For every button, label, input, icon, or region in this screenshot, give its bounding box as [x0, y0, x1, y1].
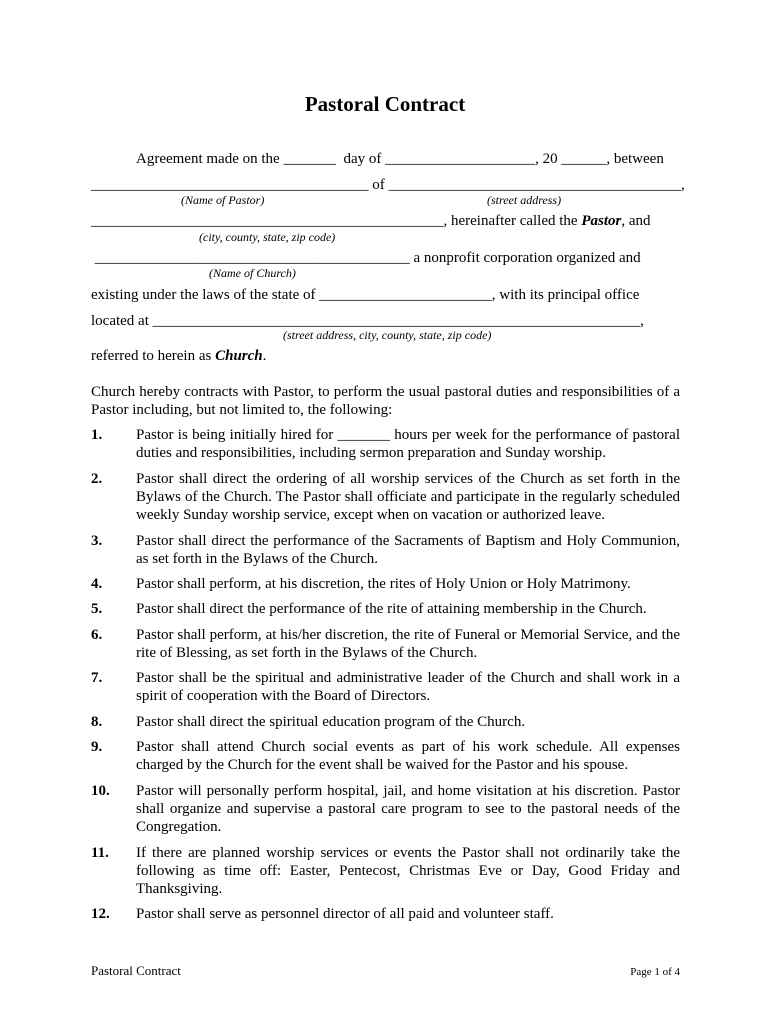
intro-line-state: existing under the laws of the state of _______________________, with its principal office: [91, 287, 640, 303]
footer-document-name: Pastoral Contract: [91, 963, 181, 978]
caption-city-county: (city, county, state, zip code): [199, 230, 336, 244]
list-item-text: Pastor shall direct the ordering of all worship services of the Church as set forth in the Bylaws of the Church. The Pastor shall officiate and participate in the regularly scheduled weekly Sunday worship service, except when on vacation or authorized leave.: [136, 471, 680, 523]
intro-line-agreement: Agreement made on the _______ day of ____________________, 20 ______, between: [136, 151, 664, 167]
list-item-text: Pastor shall direct the performance of the rite of attaining membership in the Church.: [136, 601, 647, 617]
referred-start: referred to herein as: [91, 348, 216, 364]
caption-name-of-church: (Name of Church): [209, 266, 296, 280]
contract-body-paragraph: Church hereby contracts with Pastor, to perform the usual pastoral duties and responsibilities of a Pastor including, but not limited to, the following:: [91, 384, 680, 418]
list-item-text: Pastor shall attend Church social events as part of his work schedule. All expenses charged by the Church for the event shall be waived for the Pastor and his spouse.: [136, 739, 680, 773]
church-term: Church: [215, 348, 263, 364]
intro-line-pastor-address: _____________________________________ of _______________________________________,: [91, 177, 685, 193]
caption-full-address: (street address, city, county, state, zip code): [283, 328, 492, 342]
list-item-number: 9.: [91, 739, 103, 755]
list-item-number: 8.: [91, 714, 103, 730]
caption-street-address: (street address): [487, 193, 562, 207]
list-item-number: 4.: [91, 576, 103, 592]
pastor-term: Pastor: [581, 213, 622, 229]
list-item-text: Pastor is being initially hired for _______ hours per week for the performance of pastoral duties and responsibilities, including sermon preparation and Sunday worship.: [136, 427, 680, 461]
document-title: Pastoral Contract: [304, 92, 466, 116]
list-item-text: If there are planned worship services or events the Pastor shall not ordinarily take the following as time off: Easter, Pentecost, Christmas Eve or Day, Good Friday and Thanksgiving.: [136, 845, 680, 897]
footer-page-number: Page 1 of 4: [630, 966, 680, 978]
city-line-end: , and: [621, 213, 651, 229]
list-item-text: Pastor shall perform, at his/her discretion, the rite of Funeral or Memorial Service, and the rite of Blessing, as set forth in the Bylaws of the Church.: [136, 627, 680, 661]
intro-line-church: __________________________________________ a nonprofit corporation organized and: [91, 250, 641, 266]
list-item-number: 7.: [91, 670, 103, 686]
list-item-text: Pastor shall direct the performance of the Sacraments of Baptism and Holy Communion, as set forth in the Bylaws of the Church.: [136, 533, 680, 567]
intro-line-referred: [91, 347, 266, 365]
list-item-number: 5.: [91, 601, 103, 617]
city-blank: _______________________________________________, hereinafter called the: [91, 213, 582, 229]
list-item-number: 12.: [91, 906, 110, 922]
list-item-number: 10.: [91, 783, 110, 799]
list-item-number: 6.: [91, 627, 103, 643]
list-item-number: 1.: [91, 427, 103, 443]
referred-end: .: [262, 348, 267, 364]
intro-line-located: located at _________________________________________________________________,: [91, 313, 644, 329]
list-item-number: 11.: [91, 845, 109, 861]
list-item-text: Pastor shall serve as personnel director of all paid and volunteer staff.: [136, 906, 554, 922]
list-item-text: Pastor shall be the spiritual and administrative leader of the Church and shall work in a spirit of cooperation with the Board of Directors.: [136, 670, 680, 704]
list-item-text: Pastor will personally perform hospital, jail, and home visitation at his discretion. Pastor shall organize and supervise a pastoral care program to see to the pastoral needs of the Congregation.: [136, 783, 680, 835]
caption-name-of-pastor: (Name of Pastor): [181, 193, 265, 207]
list-item-text: Pastor shall direct the spiritual education program of the Church.: [136, 714, 526, 730]
intro-line-city: [91, 212, 651, 230]
list-item-text: Pastor shall perform, at his discretion, the rites of Holy Union or Holy Matrimony.: [136, 576, 631, 592]
list-item-number: 2.: [91, 471, 103, 487]
list-item-number: 3.: [91, 533, 103, 549]
